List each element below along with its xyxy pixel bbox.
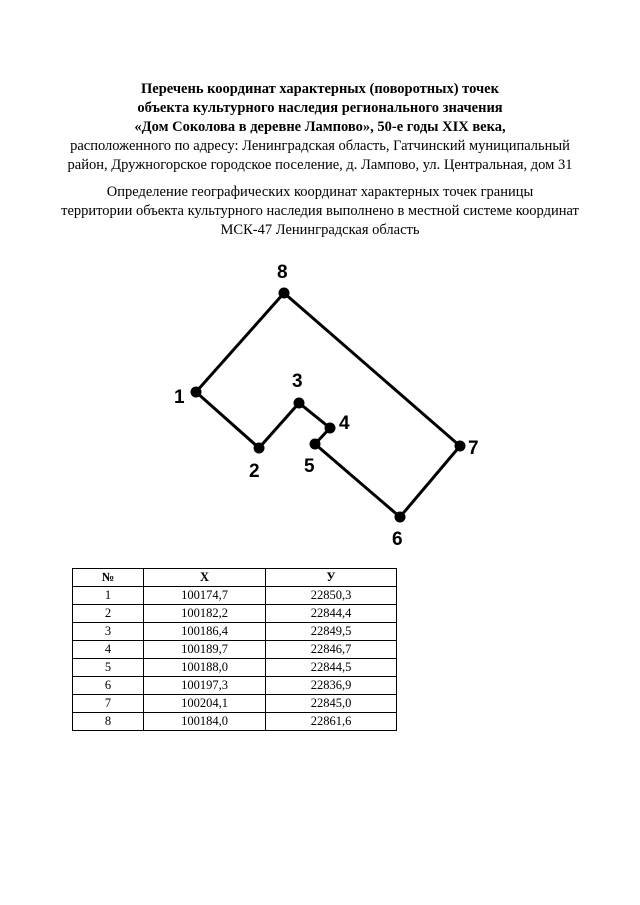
point-4-marker bbox=[325, 423, 336, 434]
cell-number: 7 bbox=[73, 695, 144, 713]
boundary-outline bbox=[196, 293, 460, 517]
cell-number: 8 bbox=[73, 713, 144, 731]
cell-number: 4 bbox=[73, 641, 144, 659]
address-line-2: район, Дружногорское городское поселение, д. Лампово, ул. Центральная, дом 31 bbox=[67, 157, 573, 173]
point-4-label: 4 bbox=[339, 413, 350, 434]
point-3-marker bbox=[294, 398, 305, 409]
cell-x: 100186,4 bbox=[144, 623, 266, 641]
table-row bbox=[73, 695, 397, 713]
cell-x: 100189,7 bbox=[144, 641, 266, 659]
point-1-marker bbox=[191, 387, 202, 398]
heading-line-1: Перечень координат характерных (поворотных) точек bbox=[141, 81, 499, 97]
cell-x: 100197,3 bbox=[144, 677, 266, 695]
point-2-label: 2 bbox=[249, 461, 260, 482]
cell-x: 100204,1 bbox=[144, 695, 266, 713]
cell-number: 5 bbox=[73, 659, 144, 677]
point-3-label: 3 bbox=[292, 371, 303, 392]
note-line-1: Определение географических координат характерных точек границы bbox=[106, 184, 534, 200]
table-row bbox=[73, 587, 397, 605]
coordinates-table bbox=[72, 568, 397, 731]
point-2-marker bbox=[254, 443, 265, 454]
cell-number: 3 bbox=[73, 623, 144, 641]
cell-y: 22850,3 bbox=[266, 587, 397, 605]
cell-y: 22849,5 bbox=[266, 623, 397, 641]
point-8-label: 8 bbox=[277, 262, 288, 283]
point-6-label: 6 bbox=[392, 529, 403, 550]
point-6-marker bbox=[395, 512, 406, 523]
cell-x: 100174,7 bbox=[144, 587, 266, 605]
table-header-row bbox=[73, 569, 397, 587]
col-header-x: X bbox=[144, 569, 266, 587]
cell-y: 22845,0 bbox=[266, 695, 397, 713]
heading-line-3: «Дом Соколова в деревне Лампово», 50-е годы XIX века, bbox=[134, 119, 506, 135]
cell-x: 100188,0 bbox=[144, 659, 266, 677]
note-line-3: МСК-47 Ленинградская область bbox=[220, 222, 420, 238]
point-7-label: 7 bbox=[468, 438, 479, 459]
boundary-plan bbox=[0, 250, 640, 550]
table-row bbox=[73, 623, 397, 641]
point-5-marker bbox=[310, 439, 321, 450]
cell-y: 22836,9 bbox=[266, 677, 397, 695]
cell-y: 22844,5 bbox=[266, 659, 397, 677]
point-5-label: 5 bbox=[304, 456, 315, 477]
table-row bbox=[73, 605, 397, 623]
cell-y: 22861,6 bbox=[266, 713, 397, 731]
cell-x: 100182,2 bbox=[144, 605, 266, 623]
table-row bbox=[73, 641, 397, 659]
point-7-marker bbox=[455, 441, 466, 452]
point-8-marker bbox=[279, 288, 290, 299]
table-row bbox=[73, 677, 397, 695]
col-header-y: У bbox=[266, 569, 397, 587]
address-line-1: расположенного по адресу: Ленинградская область, Гатчинский муниципальный bbox=[70, 138, 570, 154]
table-row bbox=[73, 659, 397, 677]
cell-y: 22846,7 bbox=[266, 641, 397, 659]
col-header-number: № bbox=[73, 569, 144, 587]
heading-line-2: объекта культурного наследия регионального значения bbox=[137, 100, 503, 116]
cell-number: 1 bbox=[73, 587, 144, 605]
note-line-2: территории объекта культурного наследия выполнено в местной системе координат bbox=[61, 203, 579, 219]
cell-number: 6 bbox=[73, 677, 144, 695]
cell-number: 2 bbox=[73, 605, 144, 623]
point-1-label: 1 bbox=[174, 387, 185, 408]
table-row bbox=[73, 713, 397, 731]
cell-x: 100184,0 bbox=[144, 713, 266, 731]
cell-y: 22844,4 bbox=[266, 605, 397, 623]
